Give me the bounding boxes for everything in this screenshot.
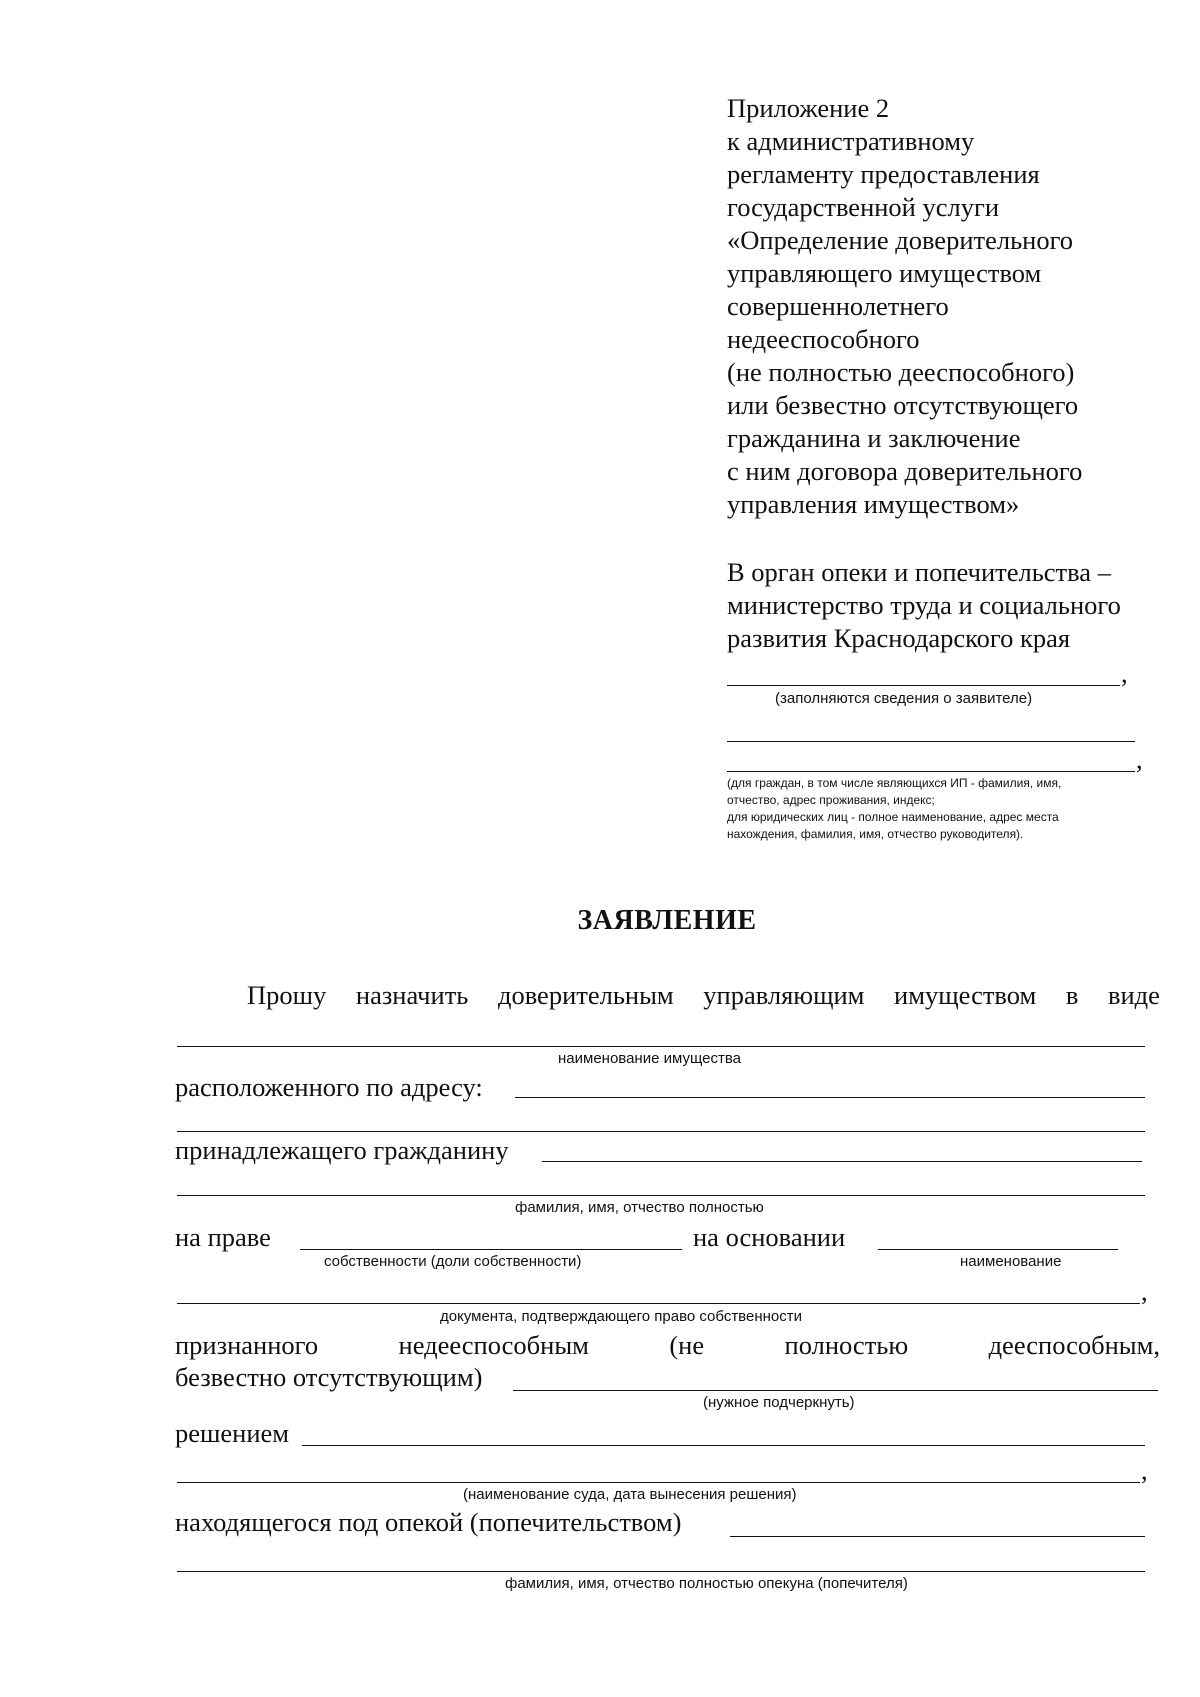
annex-line: управления имуществом» [727, 489, 1020, 519]
note-line: для юридических лиц - полное наименование, адрес места [727, 810, 1059, 824]
applicant-hint: (заполняются сведения о заявителе) [775, 690, 1033, 707]
annex-line: к административному [727, 126, 975, 156]
basis-hint: наименование [960, 1253, 1062, 1270]
property-field-line[interactable] [177, 1046, 1145, 1047]
recipient-line: министерство труда и социального [727, 590, 1121, 620]
annex-line: государственной услуги [727, 192, 1000, 222]
annex-line: гражданина и заключение [727, 423, 1021, 453]
owner-field-line[interactable] [542, 1161, 1142, 1162]
guardian-hint: фамилия, имя, отчество полностью опекуна (попечителя) [505, 1575, 908, 1592]
word: в [1065, 980, 1079, 1010]
word: виде [1107, 980, 1160, 1010]
missing-label: безвестно отсутствующим) [175, 1362, 483, 1392]
word: доверительным [497, 980, 674, 1010]
owner-label: принадлежащего гражданину [175, 1135, 509, 1165]
owner-field-line[interactable] [177, 1195, 1145, 1196]
basis-label: на основании [693, 1222, 846, 1252]
status-field-line[interactable] [513, 1390, 1158, 1391]
note-line: отчество, адрес проживания, индекс; [727, 793, 935, 807]
annex-line: с ним договора доверительного [727, 456, 1083, 486]
right-label: на праве [175, 1222, 271, 1252]
note-line: (для граждан, в том числе являющихся ИП - фамилия, имя, [727, 776, 1062, 790]
comma: , [1141, 1276, 1148, 1306]
intro-text [247, 980, 1160, 1011]
annex-line: Приложение 2 [727, 93, 890, 123]
word: назначить [355, 980, 469, 1010]
guardian-field-line[interactable] [730, 1536, 1145, 1537]
underline-hint: (нужное подчеркнуть) [703, 1394, 855, 1411]
address-label: расположенного по адресу: [175, 1072, 483, 1102]
applicant-field-line[interactable] [727, 741, 1135, 742]
document-title: ЗАЯВЛЕНИЕ [577, 905, 757, 936]
recognized-text [175, 1330, 1160, 1361]
document-hint: документа, подтверждающего право собственности [440, 1308, 802, 1325]
word: полностью [784, 1330, 909, 1360]
comma: , [1136, 744, 1143, 774]
applicant-field-line[interactable] [727, 771, 1135, 772]
word: (не [669, 1330, 705, 1360]
guardian-field-line[interactable] [177, 1571, 1145, 1572]
decision-label: решением [175, 1418, 290, 1448]
comma: , [1141, 1455, 1148, 1485]
word: управляющим [703, 980, 865, 1010]
address-field-line[interactable] [177, 1131, 1145, 1132]
right-hint: собственности (доли собственности) [324, 1253, 582, 1270]
recipient-block [727, 556, 1121, 655]
right-field-line[interactable] [300, 1249, 682, 1250]
annex-line: недееспособного [727, 324, 920, 354]
comma: , [1121, 658, 1128, 688]
decision-field-line[interactable] [302, 1445, 1145, 1446]
annex-line: управляющего имуществом [727, 258, 1042, 288]
applicant-field-line[interactable] [727, 685, 1120, 686]
decision-field-line[interactable] [177, 1482, 1140, 1483]
guardian-label: находящегося под опекой (попечительством) [175, 1507, 682, 1537]
court-hint: (наименование суда, дата вынесения решения) [463, 1486, 797, 1503]
word: имуществом [894, 980, 1037, 1010]
note-line: нахождения, фамилия, имя, отчество руководителя). [727, 827, 1024, 841]
document-field-line[interactable] [177, 1303, 1140, 1304]
word: Прошу [247, 980, 327, 1010]
word: дееспособным, [988, 1330, 1160, 1360]
word: признанного [175, 1330, 319, 1360]
address-field-line[interactable] [515, 1097, 1145, 1098]
recipient-line: В орган опеки и попечительства – [727, 557, 1111, 587]
annex-line: «Определение доверительного [727, 225, 1074, 255]
annex-header [727, 92, 1167, 521]
annex-line: регламенту предоставления [727, 159, 1040, 189]
annex-line: совершеннолетнего [727, 291, 949, 321]
recipient-line: развития Краснодарского края [727, 623, 1071, 653]
word: недееспособным [398, 1330, 589, 1360]
annex-line: (не полностью дееспособного) [727, 357, 1075, 387]
applicant-note [727, 775, 1061, 843]
property-hint: наименование имущества [558, 1050, 741, 1067]
annex-line: или безвестно отсутствующего [727, 390, 1079, 420]
basis-field-line[interactable] [878, 1249, 1118, 1250]
owner-hint: фамилия, имя, отчество полностью [515, 1199, 764, 1216]
